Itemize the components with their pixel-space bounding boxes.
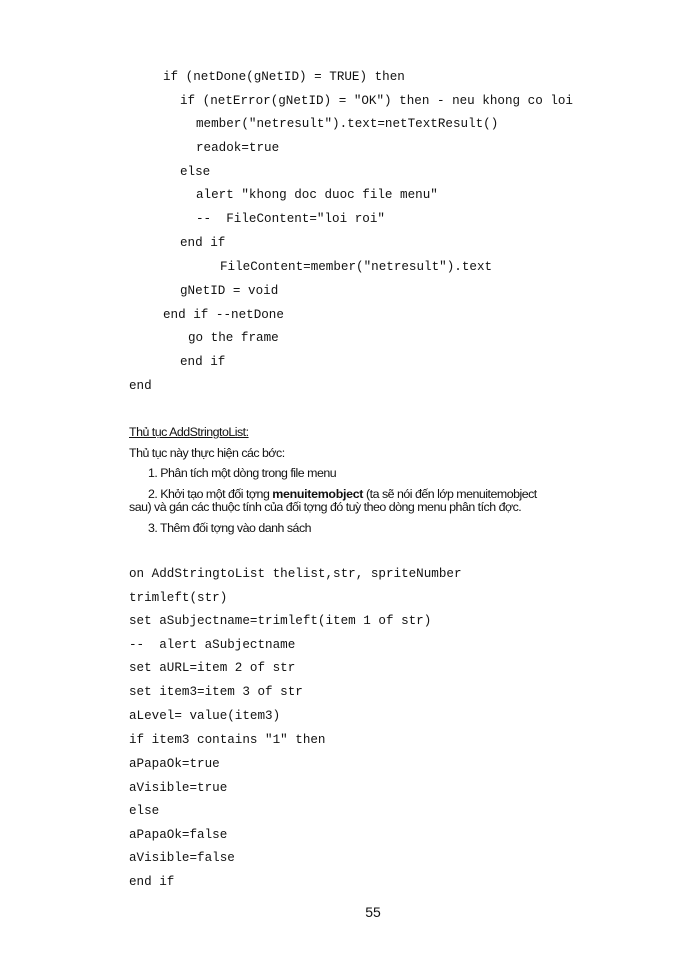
code-line: go the frame: [188, 331, 279, 345]
code-line: trimleft(str): [129, 591, 228, 605]
step-3: 3. Thêm đối tợng vào danh sách: [148, 521, 312, 535]
code-line: -- FileContent="loi roi": [196, 212, 385, 226]
step-1: 1. Phân tích một dòng trong file menu: [148, 466, 337, 480]
code-line: FileContent=member("netresult").text: [220, 260, 493, 274]
code-line: else: [129, 804, 160, 818]
code-line: set aURL=item 2 of str: [129, 661, 296, 675]
code-line: aPapaOk=true: [129, 757, 220, 771]
code-line: readok=true: [196, 141, 280, 155]
code-line: aVisible=true: [129, 781, 228, 795]
code-line: end: [129, 379, 152, 393]
code-line: on AddStringtoList thelist,str, spriteNumber: [129, 567, 462, 581]
code-line: if (netError(gNetID) = "OK") then - neu khong co loi: [180, 94, 573, 108]
code-line: end if: [129, 875, 175, 889]
code-line: end if: [180, 355, 226, 369]
code-line: aLevel= value(item3): [129, 709, 281, 723]
step-2-suffix: (ta sẽ nói đến lớp menuitemobject: [363, 487, 537, 501]
step-2-bold-term: menuitemobject: [272, 487, 364, 501]
section-heading: Thủ tục AddStringtoList:: [129, 425, 249, 439]
step-2-prefix: 2. Khởi tạo một đối tợng: [148, 487, 273, 501]
code-line: end if: [180, 236, 226, 250]
code-line: else: [180, 165, 211, 179]
code-line: member("netresult").text=netTextResult(): [196, 117, 499, 131]
page-number: 55: [365, 904, 381, 920]
code-line: if item3 contains "1" then: [129, 733, 326, 747]
code-line: end if --netDone: [163, 308, 284, 322]
section-intro: Thủ tục này thực hiện các bớc:: [129, 446, 285, 460]
code-line: set aSubjectname=trimleft(item 1 of str): [129, 614, 432, 628]
code-line: alert "khong doc duoc file menu": [196, 188, 438, 202]
code-line: set item3=item 3 of str: [129, 685, 303, 699]
code-line: -- alert aSubjectname: [129, 638, 296, 652]
step-2-continuation: sau) và gán các thuộc tính của đối tợng đó tuỳ theo dòng menu phân tích đợc.: [129, 500, 522, 514]
code-line: if (netDone(gNetID) = TRUE) then: [163, 70, 405, 84]
code-line: aPapaOk=false: [129, 828, 228, 842]
code-line: aVisible=false: [129, 851, 235, 865]
step-2: [148, 487, 537, 501]
code-line: gNetID = void: [180, 284, 279, 298]
